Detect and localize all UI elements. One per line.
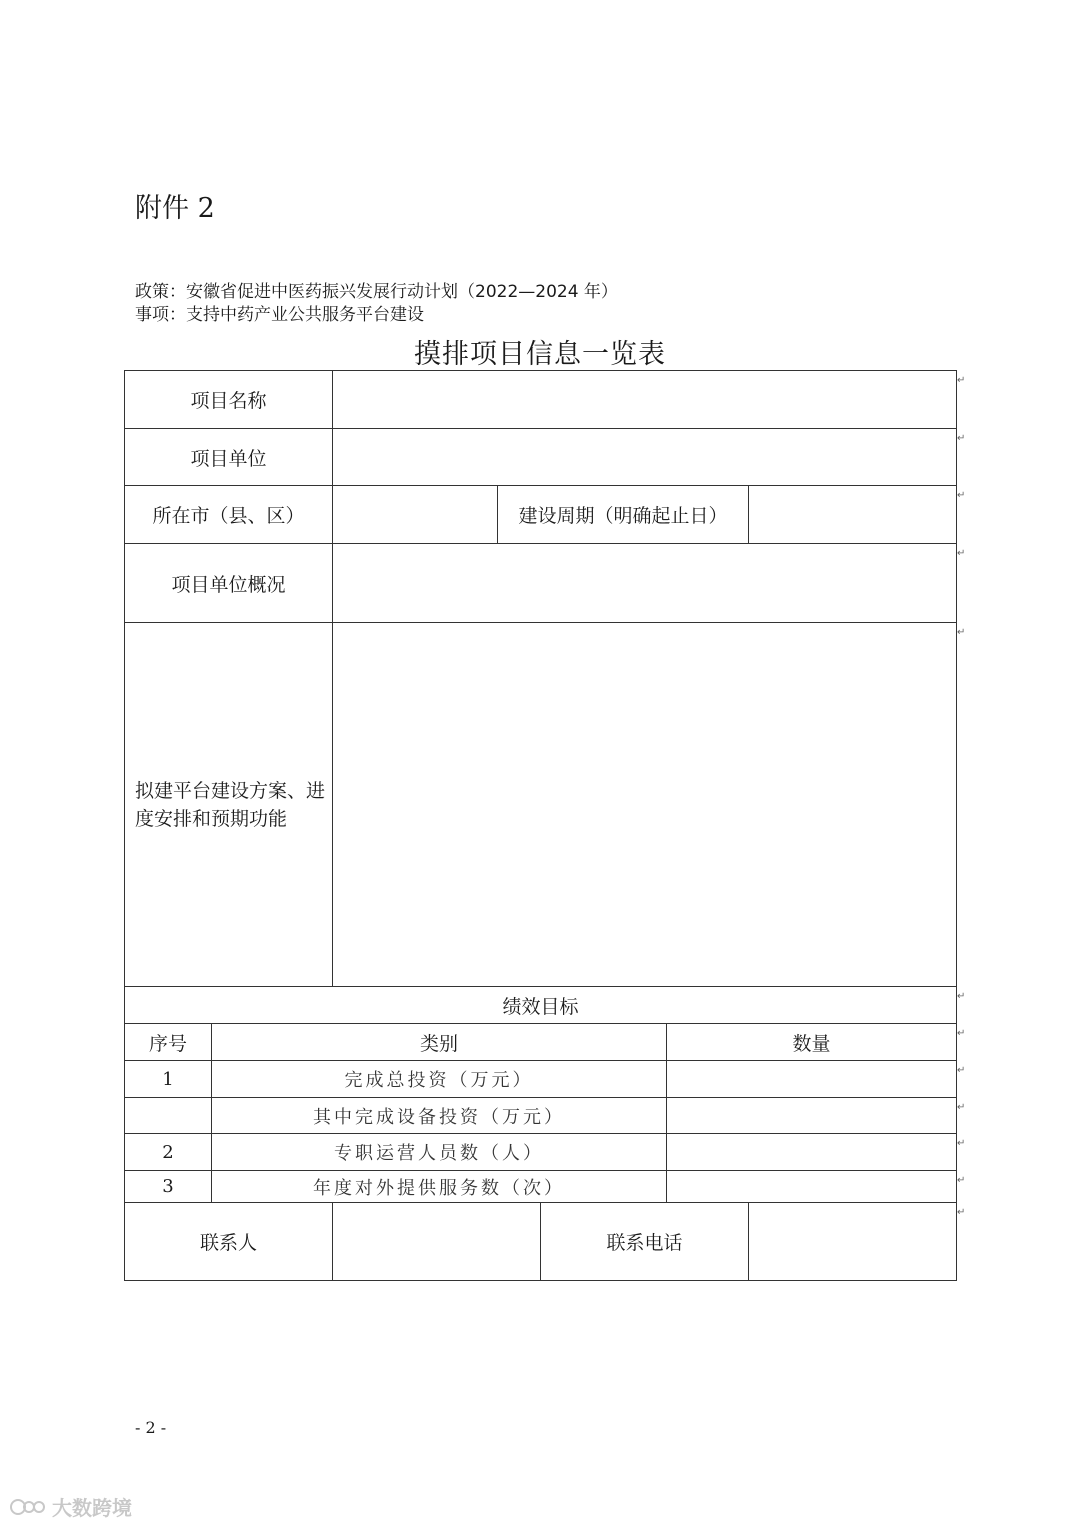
paragraph-mark-icon: ↵ — [957, 1028, 966, 1039]
row-qty-field[interactable] — [667, 1098, 957, 1134]
contact-field[interactable] — [333, 1203, 541, 1281]
performance-title: 绩效目标 — [125, 987, 957, 1024]
row-category: 其中完成设备投资（万元） — [212, 1098, 667, 1134]
paragraph-mark-icon: ↵ — [957, 1138, 966, 1149]
row-no: 2 — [125, 1134, 212, 1171]
watermark-text: 大数跨境 — [52, 1496, 132, 1520]
paragraph-mark-icon: ↵ — [957, 991, 966, 1002]
unit-overview-field[interactable] — [333, 544, 957, 623]
watermark — [10, 1492, 132, 1521]
watermark-logo-icon — [10, 1496, 46, 1518]
row-no: 3 — [125, 1171, 212, 1203]
contact-label: 联系人 — [125, 1203, 333, 1281]
unit-overview-label: 项目单位概况 — [125, 544, 333, 623]
phone-label: 联系电话 — [541, 1203, 749, 1281]
paragraph-mark-icon: ↵ — [957, 433, 966, 444]
form-title: 摸排项目信息一览表 — [414, 339, 666, 370]
period-field[interactable] — [749, 486, 957, 544]
info-table — [124, 370, 957, 1281]
attachment-label: 附件 2 — [135, 193, 215, 224]
project-name-label: 项目名称 — [125, 371, 333, 429]
paragraph-mark-icon: ↵ — [957, 1207, 966, 1218]
paragraph-mark-icon: ↵ — [957, 548, 966, 559]
header-no: 序号 — [125, 1024, 212, 1061]
paragraph-mark-icon: ↵ — [957, 627, 966, 638]
header-category: 类别 — [212, 1024, 667, 1061]
period-label: 建设周期（明确起止日） — [498, 486, 749, 544]
plan-label: 拟建平台建设方案、进度安排和预期功能 — [125, 623, 333, 987]
phone-field[interactable] — [749, 1203, 957, 1281]
project-unit-field[interactable] — [333, 429, 957, 486]
plan-field[interactable] — [333, 623, 957, 987]
row-category: 专职运营人员数（人） — [212, 1134, 667, 1171]
paragraph-mark-icon: ↵ — [957, 375, 966, 386]
city-label: 所在市（县、区） — [125, 486, 333, 544]
project-unit-label: 项目单位 — [125, 429, 333, 486]
header-qty: 数量 — [667, 1024, 957, 1061]
page-number: - 2 - — [135, 1418, 167, 1437]
matter-line: 事项：支持中药产业公共服务平台建设 — [135, 305, 424, 325]
paragraph-mark-icon: ↵ — [957, 1102, 966, 1113]
row-qty-field[interactable] — [667, 1134, 957, 1171]
policy-line: 政策：安徽省促进中医药振兴发展行动计划（2022—2024 年） — [135, 282, 618, 302]
paragraph-mark-icon: ↵ — [957, 1175, 966, 1186]
row-no — [125, 1098, 212, 1134]
project-name-field[interactable] — [333, 371, 957, 429]
paragraph-mark-icon: ↵ — [957, 1065, 966, 1076]
paragraph-mark-icon: ↵ — [957, 490, 966, 501]
row-category: 完成总投资（万元） — [212, 1061, 667, 1098]
row-category: 年度对外提供服务数（次） — [212, 1171, 667, 1203]
city-field[interactable] — [333, 486, 498, 544]
row-qty-field[interactable] — [667, 1061, 957, 1098]
row-no: 1 — [125, 1061, 212, 1098]
row-qty-field[interactable] — [667, 1171, 957, 1203]
